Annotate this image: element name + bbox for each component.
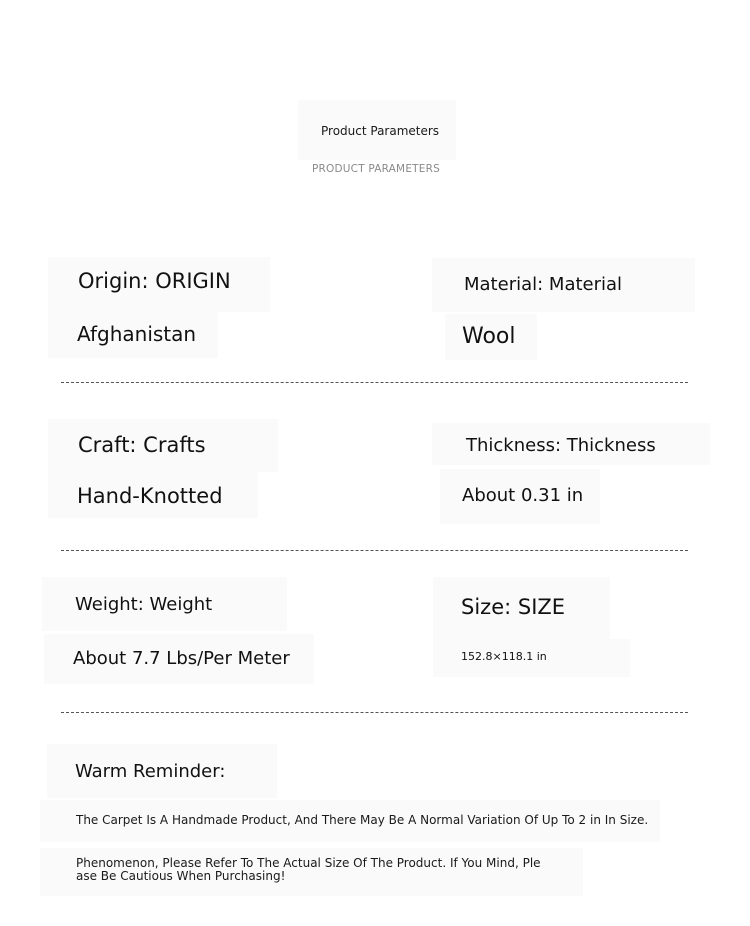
divider-2 [61, 550, 688, 551]
reminder-line-2 [40, 848, 583, 896]
craft-value: Hand-Knotted [48, 472, 258, 518]
weight-label: Weight: Weight [42, 577, 287, 631]
divider-1 [61, 382, 688, 383]
size-label: Size: SIZE [433, 577, 610, 639]
divider-3 [61, 712, 688, 713]
thickness-value: About 0.31 in [440, 469, 600, 524]
page-subtitle: PRODUCT PARAMETERS [312, 163, 440, 175]
origin-label: Origin: ORIGIN [48, 257, 270, 312]
material-value: Wool [445, 314, 537, 360]
weight-value: About 7.7 Lbs/Per Meter [44, 634, 314, 684]
reminder-heading: Warm Reminder: [47, 744, 277, 798]
reminder-line-2a: Phenomenon, Please Refer To The Actual Size Of The Product. If You Mind, Ple [76, 856, 541, 870]
reminder-line-2b: ase Be Cautious When Purchasing! [76, 869, 286, 883]
reminder-line-1: The Carpet Is A Handmade Product, And There May Be A Normal Variation Of Up To 2 in In Size. [40, 800, 660, 842]
craft-label: Craft: Crafts [48, 419, 278, 472]
size-value: 152.8×118.1 in [433, 639, 630, 677]
thickness-label: Thickness: Thickness [432, 423, 710, 465]
page-title: Product Parameters [298, 100, 456, 160]
material-label: Material: Material [432, 258, 695, 312]
origin-value: Afghanistan [48, 312, 218, 358]
